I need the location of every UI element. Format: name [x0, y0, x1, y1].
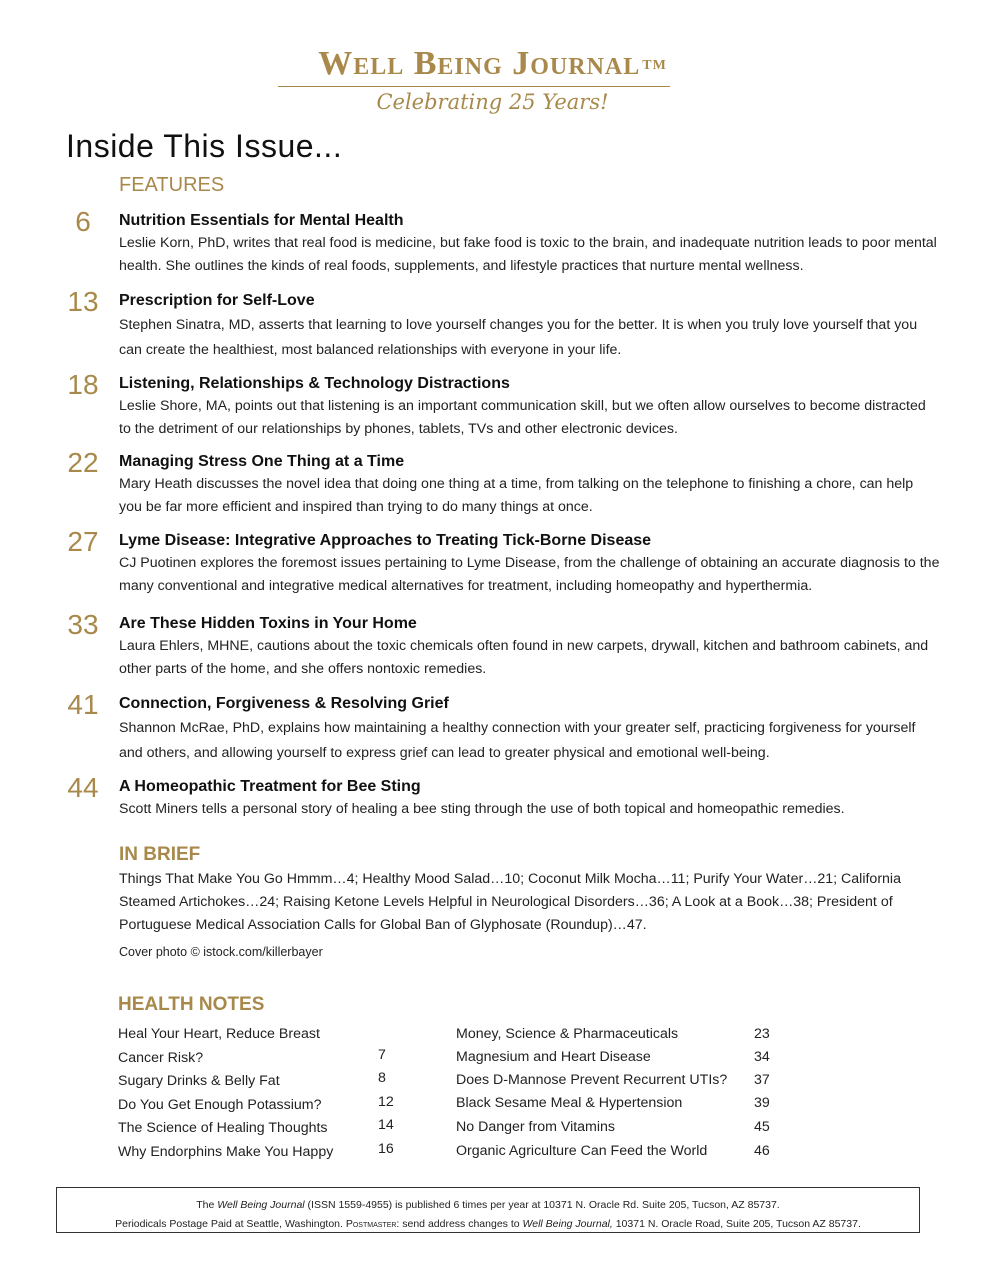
health-note-item[interactable]: [118, 1048, 398, 1071]
health-note-item[interactable]: [456, 1117, 786, 1141]
in-brief-heading: IN BRIEF: [119, 844, 201, 865]
notice-text: The: [196, 1199, 218, 1211]
health-note-item[interactable]: [118, 1118, 398, 1142]
feature-description: Leslie Korn, PhD, writes that real food is medicine, but fake food is toxic to the brain, and inadequate nutrition leads to poor mental health. She outlines the kinds of real foods, supplements, and lifestyle practices that nurture mental wellness.: [119, 235, 937, 274]
health-note-title[interactable]: Heal Your Heart, Reduce Breast: [118, 1026, 320, 1042]
feature-title[interactable]: Listening, Relationships & Technology Distractions: [119, 375, 510, 392]
publication-notice-line-2: [57, 1215, 919, 1234]
notice-text: (ISSN 1559-4955) is published 6 times per year at 10371 N. Oracle Rd. Suite 205, Tucson, AZ 85737.: [304, 1199, 780, 1211]
feature-title[interactable]: Lyme Disease: Integrative Approaches to Treating Tick-Borne Disease: [119, 532, 652, 549]
feature-description: Scott Miners tells a personal story of healing a bee sting through the use of both topical and homeopathic remedies.: [119, 801, 845, 817]
health-note-item[interactable]: [118, 1095, 398, 1119]
notice-text: 10371 N. Oracle Road, Suite 205, Tucson AZ 85737.: [612, 1218, 861, 1230]
feature-page-number: 33: [67, 609, 99, 640]
health-note-page: 46: [754, 1142, 770, 1159]
health-note-item[interactable]: [456, 1047, 786, 1070]
health-note-item[interactable]: [456, 1093, 786, 1117]
health-note-page: 12: [378, 1093, 394, 1110]
journal-title: Well Being Journal: [318, 45, 641, 82]
feature-title[interactable]: Prescription for Self-Love: [119, 292, 315, 309]
feature-title[interactable]: Managing Stress One Thing at a Time: [119, 453, 405, 470]
health-note-title[interactable]: Cancer Risk?: [118, 1049, 204, 1066]
publication-notice: [56, 1187, 920, 1233]
health-note-page: 7: [378, 1046, 386, 1063]
journal-name: Well Being Journal,: [522, 1218, 613, 1230]
publication-notice-line-1: [57, 1196, 919, 1215]
feature-page-number: 22: [67, 447, 99, 478]
feature-page-number: 13: [67, 286, 99, 317]
masthead-rule: [278, 86, 670, 87]
health-notes-left-column: [118, 1024, 398, 1166]
cover-credit: Cover photo © istock.com/killerbayer: [119, 945, 323, 959]
health-note-title[interactable]: The Science of Healing Thoughts: [118, 1120, 328, 1137]
health-note-item[interactable]: [118, 1024, 398, 1048]
feature-page-number: 41: [67, 689, 99, 720]
page-title: Inside This Issue...: [66, 128, 343, 164]
health-notes-heading: HEALTH NOTES: [118, 994, 265, 1015]
health-note-page: 8: [378, 1069, 386, 1086]
health-note-page: 45: [754, 1119, 770, 1136]
feature-description: Leslie Shore, MA, points out that listening is an important communication skill, but we often allow ourselves to become distracted to the detriment of our relationships by phones, tablets, TVs and other electronic devices.: [119, 398, 926, 437]
journal-name: Well Being Journal: [217, 1199, 305, 1211]
health-note-item[interactable]: [456, 1070, 786, 1094]
journal-logo: [316, 40, 669, 88]
features-heading: FEATURES: [119, 174, 225, 196]
health-note-title[interactable]: Why Endorphins Make You Happy: [118, 1144, 334, 1161]
health-note-page: 34: [754, 1048, 770, 1065]
feature-description: Mary Heath discusses the novel idea that doing one thing at a time, from talking on the telephone to finishing a chore, can help you be far more efficient and inspired than trying to do many things at once.: [119, 476, 914, 515]
health-notes-right-column: [456, 1024, 786, 1165]
health-note-item[interactable]: [118, 1071, 398, 1095]
notice-text: : send address changes to: [396, 1218, 523, 1230]
feature-page-number: 44: [67, 772, 99, 803]
feature-title[interactable]: Nutrition Essentials for Mental Health: [119, 212, 404, 229]
health-note-title[interactable]: Do You Get Enough Potassium?: [118, 1096, 322, 1113]
in-brief-text: Things That Make You Go Hmmm…4; Healthy Mood Salad…10; Coconut Milk Mocha…11; Purify Your Water…21; California Steamed Artichokes…24; Raising Ketone Levels Helpful in Neurological Disorders…36; A Look at a Book…38; President of Portuguese Medical Association Calls for Global Ban of Glyphosate (Roundup)…47.: [119, 871, 901, 933]
feature-description: Stephen Sinatra, MD, asserts that learning to love yourself changes you for the better. It is when you truly love yourself that you can create the healthiest, most balanced relationships with everyone in your life.: [119, 317, 918, 358]
health-note-page: 39: [754, 1095, 770, 1112]
health-note-page: 14: [378, 1117, 394, 1134]
postmaster-label: Postmaster: [345, 1218, 397, 1230]
notice-text: Periodicals Postage Paid at Seattle, Washington.: [115, 1218, 346, 1230]
health-note-page: 37: [754, 1071, 770, 1088]
health-note-title[interactable]: No Danger from Vitamins: [456, 1119, 616, 1136]
health-note-item[interactable]: [456, 1141, 786, 1165]
feature-description: Shannon McRae, PhD, explains how maintaining a healthy connection with your greater self, practicing forgiveness for yourself and others, and allowing yourself to express grief can lead to greater physical and emotional well-being.: [119, 720, 916, 761]
feature-description: Laura Ehlers, MHNE, cautions about the toxic chemicals often found in new carpets, drywall, kitchen and bathroom cabinets, and other parts of the home, and she offers nontoxic remedies.: [119, 638, 929, 677]
feature-title[interactable]: Are These Hidden Toxins in Your Home: [119, 615, 417, 632]
feature-title[interactable]: Connection, Forgiveness & Resolving Grief: [119, 695, 449, 712]
feature-page-number: 27: [67, 526, 99, 557]
health-note-item[interactable]: [118, 1142, 398, 1166]
feature-title[interactable]: A Homeopathic Treatment for Bee Sting: [119, 778, 421, 795]
health-note-title[interactable]: Money, Science & Pharmaceuticals: [456, 1026, 679, 1042]
health-note-title[interactable]: Magnesium and Heart Disease: [456, 1048, 651, 1065]
trademark-symbol: TM: [642, 58, 667, 73]
feature-description: CJ Puotinen explores the foremost issues pertaining to Lyme Disease, from the challenge of obtaining an accurate diagnosis to the many conventional and integrative medical alternatives for treatment, including homeopathy and hyperthermia.: [119, 555, 940, 594]
masthead: [0, 40, 985, 88]
health-note-title[interactable]: Organic Agriculture Can Feed the World: [456, 1142, 708, 1159]
feature-page-number: 6: [75, 206, 91, 237]
masthead-subtitle: Celebrating 25 Years!: [376, 90, 609, 114]
health-note-page: 16: [378, 1141, 394, 1158]
health-note-title[interactable]: Sugary Drinks & Belly Fat: [118, 1072, 280, 1089]
health-note-item[interactable]: [456, 1024, 786, 1047]
health-note-title[interactable]: Black Sesame Meal & Hypertension: [456, 1095, 683, 1112]
feature-page-number: 18: [67, 369, 99, 400]
health-note-title[interactable]: Does D-Mannose Prevent Recurrent UTIs?: [456, 1071, 728, 1088]
health-note-page: 23: [754, 1026, 770, 1042]
